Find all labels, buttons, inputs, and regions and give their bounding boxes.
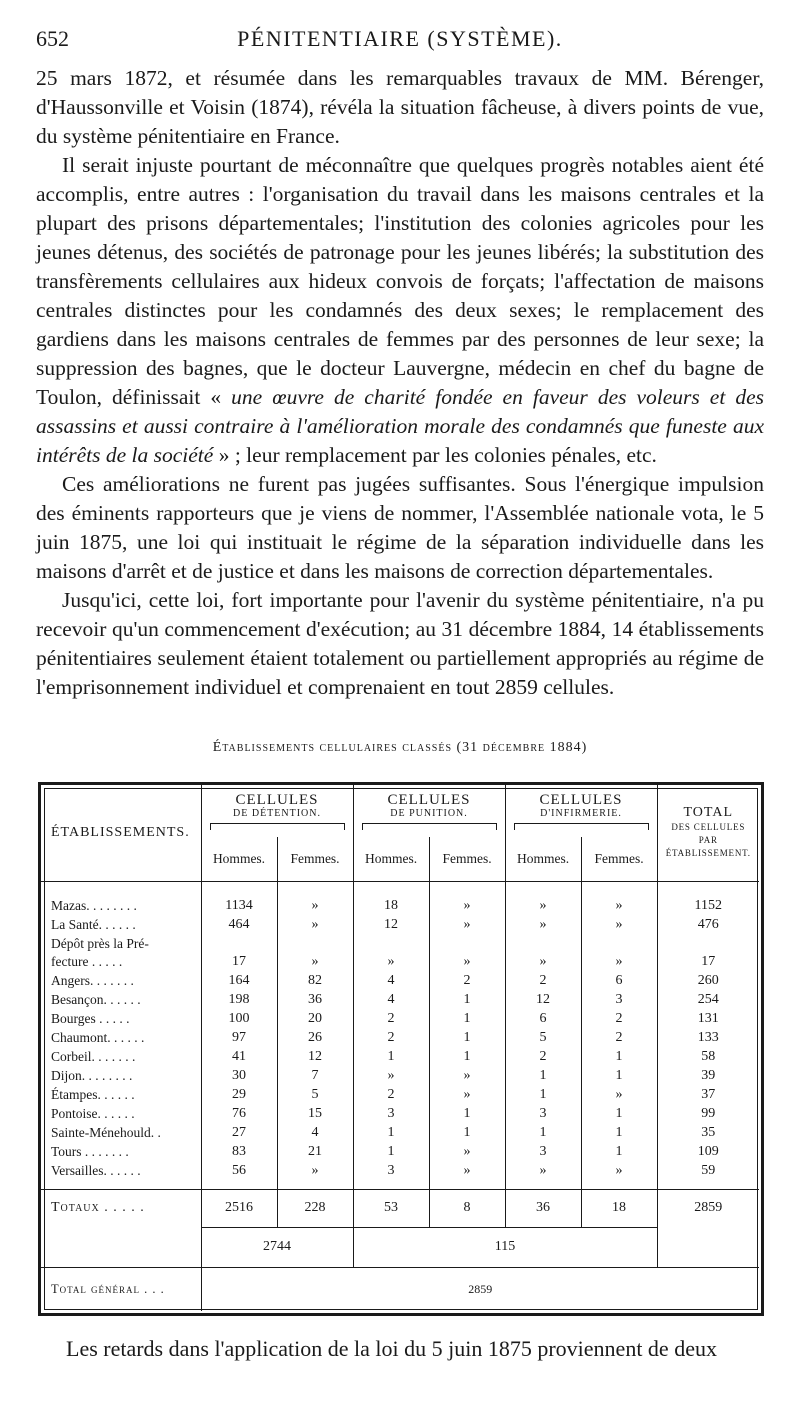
cell-detention-femmes: 5 [277,1086,353,1105]
paragraph-1: 25 mars 1872, et résumée dans les remarquables travaux de MM. Bérenger, d'Haussonville et Voisin (1874), révéla la situation fâcheuse, à divers points de vue, du système pénitentiaire en France. [36,66,764,148]
cell-punition-femmes: 1 [429,1124,505,1143]
body-text [36,64,764,702]
cell-infirmerie-hommes: » [505,1162,581,1181]
cell-detention-hommes: 100 [201,1010,277,1029]
subtotal-detention: 2744 [201,1227,353,1267]
totals-row [41,1189,759,1227]
cell-detention-femmes: 4 [277,1124,353,1143]
subheader-detention-femmes: Femmes. [277,837,353,881]
paragraph-4: Jusqu'ici, cette loi, fort importante pour l'avenir du système pénitentiaire, n'a pu recevoir qu'un commencement d'exécution; au 31 décembre 1884, 14 établissements pénitentiaires seulement étaient totalement ou partiellement appropriés au régime de l'emprisonnement individuel et comprenaient en tout 2859 cellules. [36,588,764,699]
table-row [41,991,759,1010]
totals-detention-hommes: 2516 [201,1189,277,1227]
cell-detention-femmes: 15 [277,1105,353,1124]
cell-infirmerie-hommes: 3 [505,1143,581,1162]
cell-detention-hommes: 198 [201,991,277,1010]
subheader-detention-hommes: Hommes. [201,837,277,881]
cell-punition-hommes: 4 [353,972,429,991]
cell-total: 39 [657,1067,759,1086]
subheader-infirmerie-femmes: Femmes. [581,837,657,881]
cell-punition-hommes [353,934,429,953]
cell-infirmerie-femmes: » [581,953,657,972]
cell-infirmerie-hommes: 1 [505,1067,581,1086]
cell-total: 260 [657,972,759,991]
cell-punition-hommes: 2 [353,1086,429,1105]
cell-infirmerie-femmes: 6 [581,972,657,991]
cell-infirmerie-hommes: » [505,915,581,934]
row-establishment-name: Dépôt près la Pré- [51,935,149,951]
cell-punition-femmes: 1 [429,1029,505,1048]
cell-punition-hommes: 1 [353,1143,429,1162]
cell-infirmerie-hommes: 1 [505,1086,581,1105]
cell-infirmerie-femmes: 1 [581,1105,657,1124]
general-total-label: Total général . . . [41,1267,201,1311]
cell-total: 59 [657,1162,759,1181]
cell-infirmerie-femmes: 2 [581,1029,657,1048]
cell-infirmerie-hommes: 1 [505,1124,581,1143]
cell-detention-hommes: 56 [201,1162,277,1181]
cell-detention-femmes: » [277,896,353,915]
subheader-punition-femmes: Femmes. [429,837,505,881]
header-total-line3: ÉTABLISSEMENT. [665,848,751,859]
row-establishment-name: Besançon. . . . . . [51,992,141,1008]
totals-punition-hommes: 53 [353,1189,429,1227]
subtotal-others: 115 [353,1227,657,1267]
cell-detention-hommes: 17 [201,953,277,972]
cell-detention-hommes: 29 [201,1086,277,1105]
statistics-table-frame [38,782,764,1316]
cell-infirmerie-hommes: 2 [505,972,581,991]
cell-punition-hommes: 3 [353,1162,429,1181]
cell-infirmerie-hommes: 12 [505,991,581,1010]
cell-infirmerie-femmes: » [581,915,657,934]
row-establishment-name: Corbeil. . . . . . . [51,1049,136,1065]
cell-detention-femmes: 82 [277,972,353,991]
header-cells-detention [201,785,353,837]
general-total-row [41,1267,759,1311]
cell-total: 133 [657,1029,759,1048]
page-number: 652 [36,26,69,51]
cell-detention-femmes: 36 [277,991,353,1010]
cell-total: 1152 [657,896,759,915]
cell-detention-hommes: 97 [201,1029,277,1048]
cell-punition-femmes: » [429,1067,505,1086]
row-establishment-name: Tours . . . . . . . [51,1144,129,1160]
cell-punition-femmes: » [429,896,505,915]
cell-punition-femmes: » [429,1143,505,1162]
table-row [41,1029,759,1048]
table-row [41,972,759,991]
header-detention-sub: DE DÉTENTION. [233,808,321,819]
paragraph-3: Ces améliorations ne furent pas jugées suffisantes. Sous l'énergique impulsion des éminents rapporteurs que je viens de nommer, l'Assemblée nationale vota, le 5 juin 1875, une loi qui instituait le régime de la séparation individuelle dans les maisons d'arrêt et de justice et dans les maisons de correction départementales. [36,472,764,583]
cell-punition-hommes: 2 [353,1029,429,1048]
table-row [41,1067,759,1086]
cell-punition-hommes: 18 [353,896,429,915]
cell-detention-femmes: » [277,953,353,972]
cell-punition-hommes: » [353,953,429,972]
cell-total: 17 [657,953,759,972]
continuation-line: Les retards dans l'application de la loi du 5 juin 1875 proviennent de deux [66,1336,717,1361]
brace-punition [362,823,497,830]
table-body [41,881,759,1180]
table-row [41,1162,759,1181]
cell-detention-hommes: 164 [201,972,277,991]
quotation-italic: une œuvre de charité fondée en faveur des voleurs et des assassins et aussi contraire à l'amélioration morale des condamnés que funeste aux intérêts de la société [36,385,764,467]
cell-detention-hommes: 30 [201,1067,277,1086]
totals-detention-femmes: 228 [277,1189,353,1227]
cell-punition-femmes: 1 [429,1010,505,1029]
cell-total: 58 [657,1048,759,1067]
cell-infirmerie-femmes: » [581,1086,657,1105]
cell-infirmerie-hommes: » [505,953,581,972]
header-total-title: TOTAL [683,805,734,821]
cell-punition-hommes: » [353,1067,429,1086]
cell-infirmerie-hommes: 5 [505,1029,581,1048]
header-cells-punition [353,785,505,837]
cell-infirmerie-femmes: 1 [581,1067,657,1086]
cell-total: 37 [657,1086,759,1105]
subheader-punition-hommes: Hommes. [353,837,429,881]
table-row [41,1086,759,1105]
cell-total: 254 [657,991,759,1010]
table-totals [41,1180,759,1311]
header-infirmerie-title: CELLULES [539,792,623,808]
table-row [41,934,759,953]
cell-punition-hommes: 1 [353,1048,429,1067]
header-detention-title: CELLULES [235,792,319,808]
paragraph-2-start: Il serait injuste pourtant de méconnaître que quelques progrès notables aient été accomplis, entre autres : l'organisation du travail dans les maisons centrales et la plupart des prisons départementales; l'institution des colonies agricoles pour les jeunes détenus, des sociétés de patronage pour les jeunes libérés; la substitution des transfèrements cellulaires aux hideux convois de forçats; l'affectation de maisons centrales distinctes pour les condamnés des deux sexes; le remplacement des gardiens dans les maisons centrales de femmes par des personnes de leur sexe; la suppression des bagnes, que le docteur Lauvergne, médecin en chef du bagne de Toulon, définissait « [36,153,764,409]
cell-total: 131 [657,1010,759,1029]
row-establishment-name: Versailles. . . . . . [51,1162,141,1178]
cell-punition-femmes: 1 [429,1048,505,1067]
header-cells-infirmerie [505,785,657,837]
header-punition-sub: DE PUNITION. [390,808,468,819]
cell-infirmerie-hommes [505,934,581,953]
cell-detention-hommes: 27 [201,1124,277,1143]
subheader-infirmerie-hommes: Hommes. [505,837,581,881]
table-row [41,1124,759,1143]
running-title: PÉNITENTIAIRE (SYSTÈME). [237,26,563,51]
cell-infirmerie-femmes: 1 [581,1048,657,1067]
cell-infirmerie-hommes: » [505,896,581,915]
cell-punition-hommes: 1 [353,1124,429,1143]
cell-infirmerie-femmes: 1 [581,1143,657,1162]
cell-detention-hommes: 76 [201,1105,277,1124]
cell-detention-femmes: » [277,915,353,934]
row-establishment-name: Mazas. . . . . . . . [51,897,137,913]
row-establishment-name: fecture . . . . . [51,954,123,970]
cell-total: 35 [657,1124,759,1143]
row-establishment-name: Dijon. . . . . . . . [51,1068,133,1084]
cell-punition-hommes: 3 [353,1105,429,1124]
paragraph-2-end: » ; leur remplacement par les colonies pénales, etc. [213,443,657,467]
cell-detention-hommes: 83 [201,1143,277,1162]
cell-detention-femmes: 20 [277,1010,353,1029]
cell-total [657,934,759,953]
cell-infirmerie-hommes: 6 [505,1010,581,1029]
cell-detention-femmes: 26 [277,1029,353,1048]
header-punition-title: CELLULES [387,792,471,808]
cell-total: 99 [657,1105,759,1124]
spacer-row [41,881,759,896]
table-row [41,1143,759,1162]
cell-infirmerie-hommes: 3 [505,1105,581,1124]
cell-punition-femmes: 2 [429,972,505,991]
cell-detention-femmes: 12 [277,1048,353,1067]
table-row [41,953,759,972]
cell-punition-femmes: » [429,1086,505,1105]
table-row [41,1010,759,1029]
table-row [41,896,759,915]
cell-infirmerie-femmes [581,934,657,953]
cell-detention-hommes: 1134 [201,896,277,915]
subtotals-row [41,1227,759,1267]
cell-total: 476 [657,915,759,934]
cell-punition-femmes: 1 [429,1105,505,1124]
table-caption: Établissements cellulaires classés (31 décembre 1884) [212,740,588,755]
table-row [41,1105,759,1124]
table-row [41,915,759,934]
row-establishment-name: Bourges . . . . . [51,1011,130,1027]
row-establishment-name: La Santé. . . . . . [51,916,136,932]
row-establishment-name: Étampes. . . . . . [51,1087,135,1103]
header-total-line2: PAR [698,835,718,846]
cell-punition-hommes: 2 [353,1010,429,1029]
cell-detention-femmes: 21 [277,1143,353,1162]
cell-infirmerie-femmes: 3 [581,991,657,1010]
cell-detention-femmes [277,934,353,953]
row-establishment-name: Sainte-Ménehould. . [51,1125,161,1141]
brace-infirmerie [514,823,649,830]
cell-detention-hommes [201,934,277,953]
cell-punition-femmes: » [429,915,505,934]
cell-total: 109 [657,1143,759,1162]
statistics-table [41,785,759,1311]
spacer-row-bottom [41,1180,759,1189]
cell-punition-femmes [429,934,505,953]
cell-infirmerie-hommes: 2 [505,1048,581,1067]
totals-infirmerie-hommes: 36 [505,1189,581,1227]
row-establishment-name: Angers. . . . . . . [51,973,134,989]
cell-detention-hommes: 464 [201,915,277,934]
cell-punition-femmes: 1 [429,991,505,1010]
cell-detention-hommes: 41 [201,1048,277,1067]
row-establishment-name: Pontoise. . . . . . [51,1106,135,1122]
cell-infirmerie-femmes: » [581,1162,657,1181]
cell-punition-femmes: » [429,953,505,972]
brace-detention [210,823,345,830]
totals-infirmerie-femmes: 18 [581,1189,657,1227]
totals-punition-femmes: 8 [429,1189,505,1227]
table-row [41,1048,759,1067]
row-establishment-name: Chaumont. . . . . . [51,1030,145,1046]
totals-overall: 2859 [657,1189,759,1227]
cell-punition-hommes: 12 [353,915,429,934]
cell-punition-hommes: 4 [353,991,429,1010]
cell-infirmerie-femmes: 1 [581,1124,657,1143]
header-establishments: ÉTABLISSEMENTS. [51,824,190,840]
totals-label: Totaux . . . . . [41,1189,201,1227]
paragraph-2 [36,151,764,470]
cell-infirmerie-femmes: » [581,896,657,915]
header-total-line1: DES CELLULES [671,822,746,833]
header-infirmerie-sub: D'INFIRMERIE. [540,808,622,819]
cell-detention-femmes: 7 [277,1067,353,1086]
running-header [36,26,764,56]
cell-punition-femmes: » [429,1162,505,1181]
cell-infirmerie-femmes: 2 [581,1010,657,1029]
header-total [657,785,759,881]
cell-detention-femmes: » [277,1162,353,1181]
general-total-value: 2859 [201,1267,759,1311]
